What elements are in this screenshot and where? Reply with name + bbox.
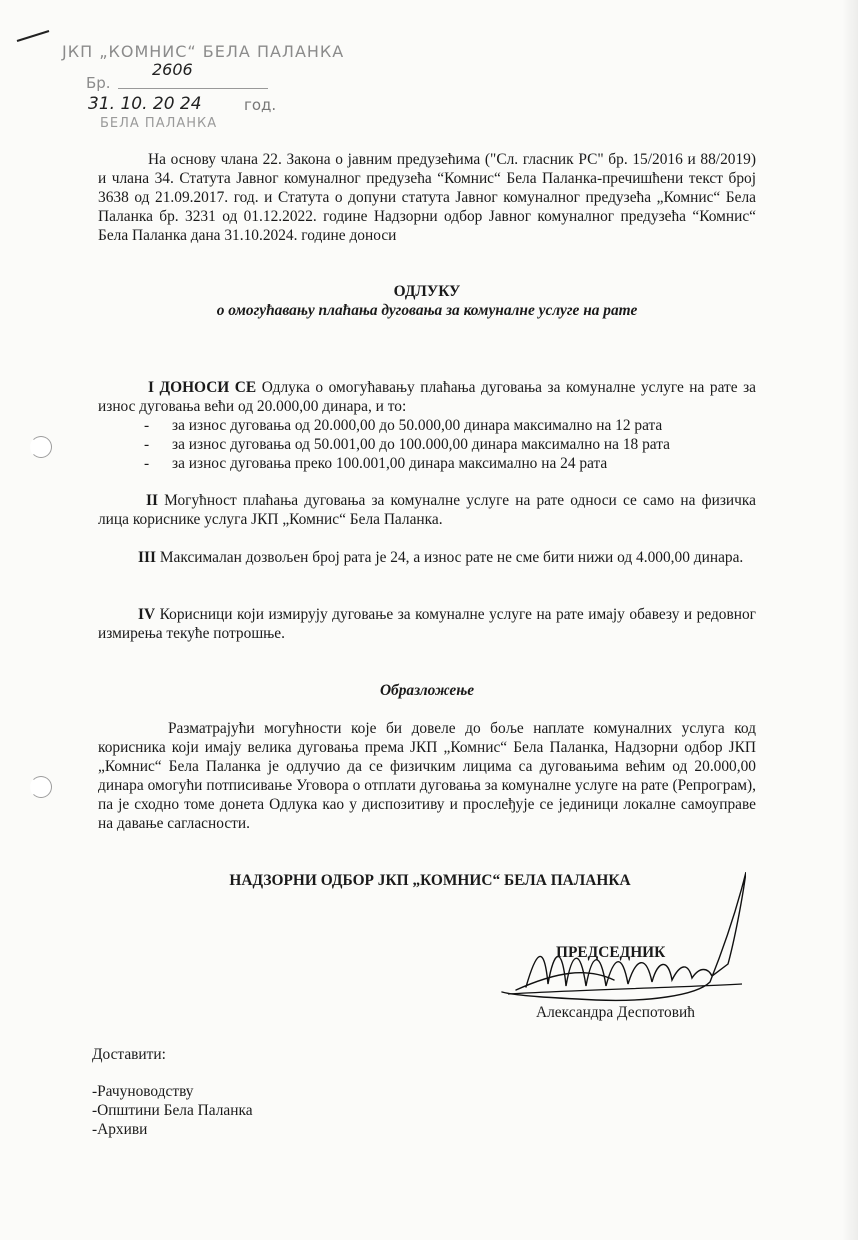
section-3-text: Максималан дозвољен број рата је 24, а износ рате не сме бити нижи од 4.000,00 динара. (159, 549, 744, 566)
section-4-text: Корисници који измирују дуговање за комуналне услуге на рате имају обавезу и редовног измирења текуће потрошње. (98, 606, 756, 642)
decision-title: ОДЛУКУ (393, 283, 461, 300)
pen-stroke-mark (16, 30, 50, 42)
section-1-lead: I ДОНОСИ СЕ (148, 379, 257, 396)
list-item: - за износ дуговања преко 100.001,00 динара максимално на 24 рата (140, 454, 670, 473)
list-item: -Рачуноводству (92, 1083, 194, 1100)
decision-subtitle: о омогућавању плаћања дуговања за комуналне услуге на рате (216, 302, 638, 319)
preamble: На основу члана 22. Закона о јавним предузећима ("Сл. гласник РС" бр. 15/2016 и 88/2019) и члана 34. Статута Јавног комуналног предузећа “Комнис“ Бела Паланка-пречишћени текст број 3638 од 21.09.2017. год. и Статута о допуни статута Јавног комуналног предузећа „Комнис“ Бела Паланка бр. 3231 од 01.12.2022. године Надзорни одбор Јавног комуналног предузећа “Комнис“ Бела Паланка дана 31.10.2024. године доноси (98, 151, 756, 244)
delivery-label: Доставити: (92, 1046, 166, 1063)
section-3 (98, 548, 756, 567)
signature-name: Александра Деспотовић (536, 1004, 695, 1021)
delivery-list (92, 1082, 253, 1139)
list-item: - за износ дуговања од 20.000,00 до 50.000,00 динара максимално на 12 рата (140, 416, 670, 435)
punch-hole-bottom (30, 776, 52, 798)
list-item: -Архиви (92, 1121, 148, 1138)
stamp-organization: ЈКП „КОМНИС“ БЕЛА ПАЛАНКА (62, 42, 345, 61)
stamp-number-label: Бр. (86, 74, 111, 92)
signature-title: ПРЕДСЕДНИК (556, 944, 666, 961)
section-4-lead: IV (138, 606, 156, 623)
section-2-text: Могућност плаћања дуговања за комуналне услуге на рате односи се само на физичка лица кориснике услуга ЈКП „Комнис“ Бела Паланка. (98, 492, 756, 528)
stamp-city: БЕЛА ПАЛАНКА (100, 116, 218, 131)
section-1-text: Одлука о омогућавању плаћања дуговања за комуналне услуге на рате за износ дуговања већи од 20.000,00 динара, и то: (98, 379, 756, 415)
explanation-title: Образложење (379, 682, 475, 699)
explanation-text: Разматрајући могућности које би довеле до боље наплате комуналних услуга код корисника који имају велика дуговања према ЈКП „Комнис“ Бела Паланка, Надзорни одбор ЈКП „Комнис“ Бела Паланка је одлучио да се физичким лицима са дуговањима већим од 20.000,00 динара омогући потписивање Уговора о отплати дуговања за комуналне услуге на рате (Репрограм), па је сходно томе донета Одлука као у диспозитиву и прослеђује се јединици локалне самоуправе на давање сагласности. (98, 720, 756, 832)
section-1 (98, 378, 756, 416)
registration-stamp (60, 40, 345, 131)
stamp-number: 2606 (152, 60, 193, 79)
section-3-lead: III (138, 549, 156, 566)
stamp-number-line (118, 88, 268, 89)
board-name: НАДЗОРНИ ОДБОР ЈКП „КОМНИС“ БЕЛА ПАЛАНКА (229, 872, 631, 889)
section-2 (98, 491, 756, 529)
installment-list (140, 416, 670, 473)
list-item: -Општини Бела Паланка (92, 1102, 253, 1119)
section-4 (98, 605, 756, 643)
stamp-date: 31. 10. 20 24 (88, 94, 202, 114)
stamp-year-suffix: год. (244, 96, 277, 114)
page-edge-shadow (842, 0, 858, 1240)
punch-hole-top (30, 436, 52, 458)
section-2-lead: II (146, 492, 158, 509)
list-item: - за износ дуговања од 50.001,00 до 100.000,00 динара максимално на 18 рата (140, 435, 670, 454)
